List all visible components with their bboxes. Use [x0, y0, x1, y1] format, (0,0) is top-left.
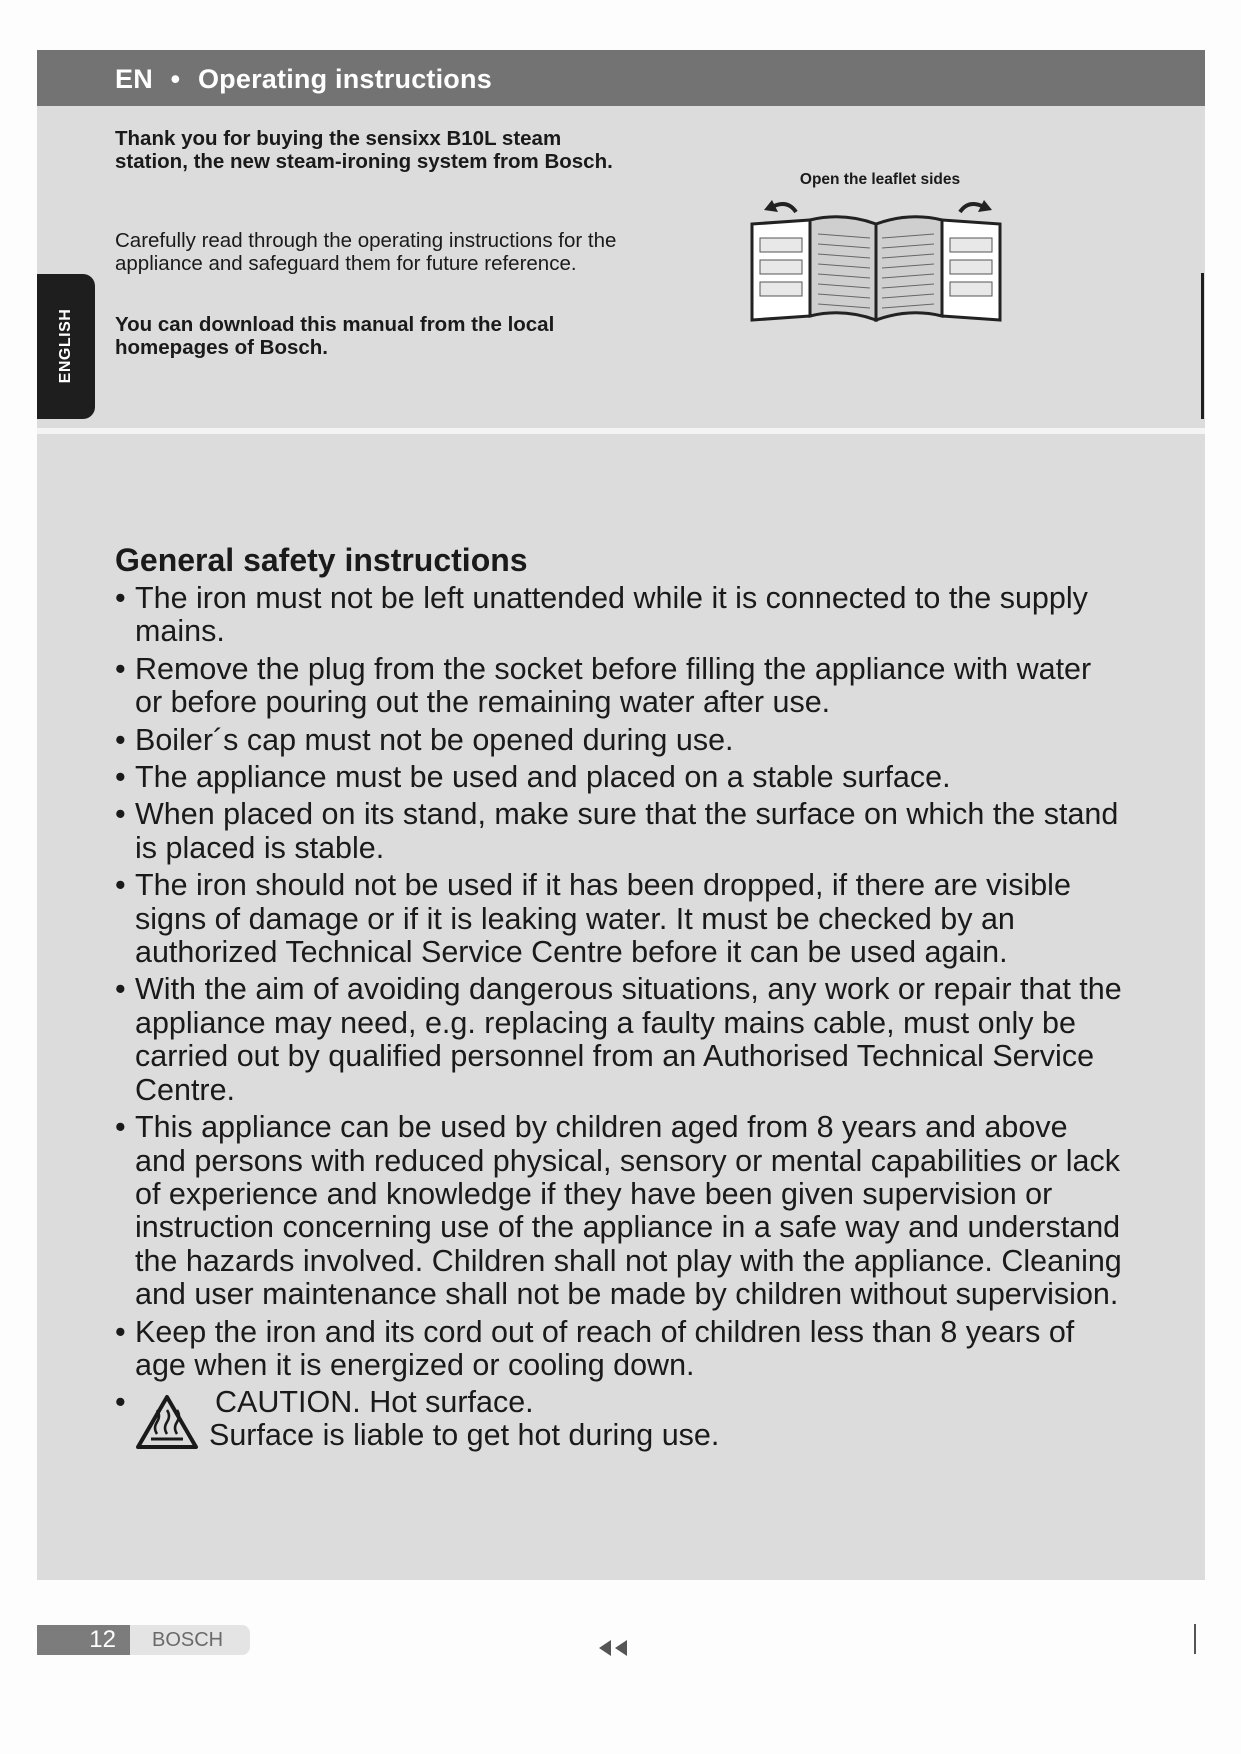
safety-item: • Remove the plug from the socket before filling the appliance with water or before pouring out the remaining water after use.	[115, 651, 1092, 720]
language-side-tab	[37, 274, 95, 419]
caution-title: CAUTION. Hot surface.	[215, 1385, 534, 1420]
safety-item: • Keep the iron and its cord out of reach of children less than 8 years of age when it is energized or cooling down.	[115, 1314, 1075, 1382]
page-header-title	[115, 64, 492, 95]
intro-read-instructions: Carefully read through the operating instructions for the appliance and safeguard them for future reference.	[115, 229, 617, 275]
hot-surface-warning-icon	[135, 1394, 199, 1450]
footer-edge-rule	[1194, 1624, 1196, 1654]
safety-item: • When placed on its stand, make sure that the surface on which the stand is placed is stable.	[115, 797, 1119, 865]
previous-page-icon[interactable]	[599, 1640, 631, 1656]
header-separator: •	[170, 64, 181, 94]
caution-text: Surface is liable to get hot during use.	[209, 1418, 720, 1453]
leaflet-caption: Open the leaflet sides	[799, 171, 961, 188]
safety-item: • The appliance must be used and placed on a stable surface.	[115, 760, 951, 795]
intro-download-note: You can download this manual from the local homepages of Bosch.	[115, 313, 555, 359]
right-edge-rule	[1201, 273, 1204, 419]
footer-brand: BOSCH	[130, 1625, 250, 1655]
header-bar	[37, 50, 1205, 106]
page-number: 12	[37, 1625, 130, 1655]
safety-title: General safety instructions	[115, 542, 528, 578]
safety-item: • With the aim of avoiding dangerous situations, any work or repair that the appliance may need, e.g. replacing a faulty mains cable, must only be carried out by qualified personnel from an Authorised Technical Service Centre.	[115, 972, 1122, 1107]
language-code: EN	[115, 64, 153, 94]
caution-item: • CAUTION. Hot surface. Surface is liable to get hot during use.	[115, 1385, 720, 1453]
safety-list	[115, 582, 1125, 1462]
intro-thanks: Thank you for buying the sensixx B10L steam station, the new steam-ironing system from Bosch.	[115, 127, 613, 173]
open-leaflet-illustration	[748, 198, 1008, 328]
safety-item: • The iron should not be used if it has been dropped, if there are visible signs of damage or if it is leaking water. It must be checked by an authorized Technical Service Centre before it can be used again.	[115, 868, 1071, 970]
safety-item: • The iron must not be left unattended while it is connected to the supply mains.	[115, 581, 1088, 649]
safety-item: • Boiler´s cap must not be opened during use.	[115, 722, 734, 757]
side-tab-label: ENGLISH	[57, 308, 74, 384]
header-title-text: Operating instructions	[197, 64, 492, 94]
safety-item: • This appliance can be used by children aged from 8 years and above and persons with reduced physical, sensory or mental capabilities or lack of experience and knowledge if they have been given supervision or instruction concerning use of the appliance in a safe way and understand the hazards involved. Children shall not play with the appliance. Cleaning and user maintenance shall not be made by children without supervision.	[115, 1110, 1122, 1312]
